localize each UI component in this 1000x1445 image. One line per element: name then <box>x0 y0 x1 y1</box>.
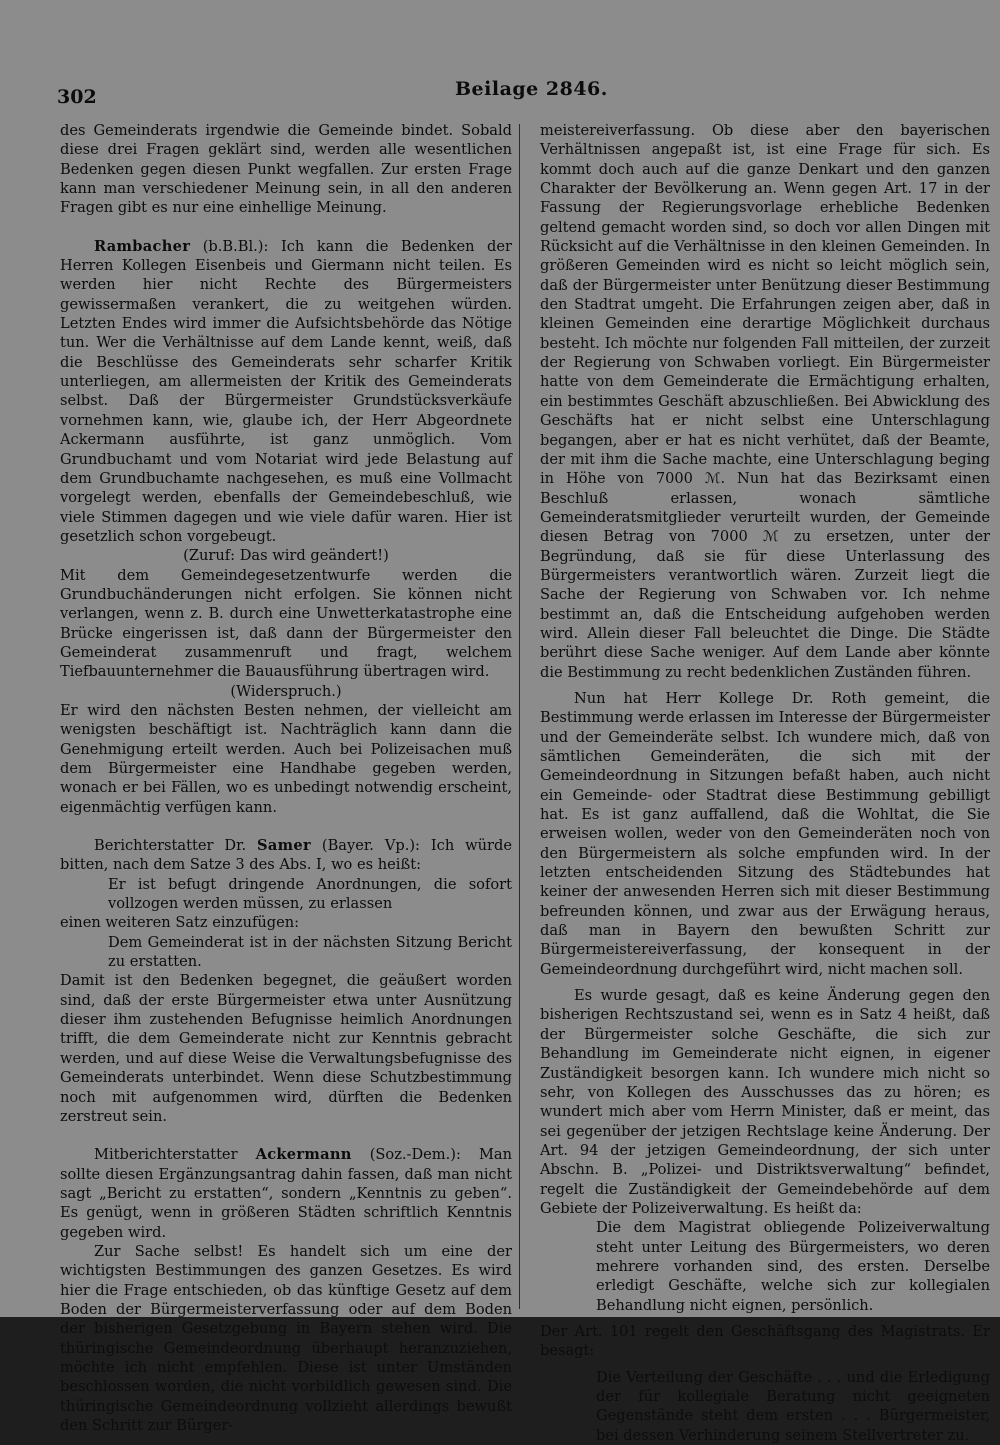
speaker-role: Berichterstatter Dr. <box>94 837 258 855</box>
page-number: 302 <box>57 86 97 108</box>
page-header-title: Beilage 2846. <box>455 78 608 100</box>
speech-text: Man sollte diesen Ergänzungsantrag dahin fassen, daß man nicht sagt „Bericht zu erstatten“, sondern „Kenntnis zu geben“. Es genügt, wenn in größeren Städten schriftlich Kenntnis gegeben wird. <box>60 1146 512 1241</box>
interjection-widerspruch: (Widerspruch.) <box>230 682 342 700</box>
speaker-name: Samer <box>257 837 311 855</box>
paragraph-art-101: Der Art. 101 regelt den Geschäftsgang des Magistrats. Er besagt: <box>540 1322 990 1360</box>
speech-rambacher <box>60 237 512 547</box>
speech-text: Ich würde bitten, nach dem Satze 3 des Abs. I, wo es heißt: <box>60 837 513 874</box>
paragraph-continuation: meistereiverfassung. Ob diese aber den bayerischen Verhältnissen angepaßt ist, ist eine Frage für sich. Es kommt doch auch auf die ganze Denkart und den ganzen Charakter der Bevölkerung an. Wenn gegen Art. 17 in der Fassung der Regierungsvorlage erhebliche Bedenken geltend gemacht worden sind, so doch vor allen Dingen mit Rücksicht auf die Verhältnisse in den kleinen Gemeinden. In größeren Gemeinden wird es nicht so leicht möglich sein, daß der Bürgermeister unter Benützung dieser Bestimmung den Stadtrat umgeht. Die Erfahrungen zeigen aber, daß in kleinen Gemeinden eine derartige Möglichkeit durchaus besteht. Ich möchte nur folgenden Fall mitteilen, der zurzeit der Regierung von Schwaben vorliegt. Ein Bürgermeister hatte von dem Gemeinderate die Ermächtigung erhalten, ein bestimmtes Geschäft abzuschließen. Bei Abwicklung des Geschäfts hat er nicht selbst eine Unterschlagung begangen, aber er hat es nicht verhütet, daß der Beamte, der mit ihm die Sache machte, eine Unterschlagung beging in Höhe von 7000 ℳ. Nun hat das Bezirksamt einen Beschluß erlassen, wonach sämtliche Gemeinderatsmitglieder verurteilt wurden, der Gemeinde diesen Betrag von 7000 ℳ zu ersetzen, unter der Begründung, daß sie für diese Unterlassung des Bürgermeisters verantwortlich wären. Zurzeit liegt die Sache der Regierung von Schwaben vor. Ich nehme bestimmt an, daß die Entscheidung aufgehoben werden wird. Allein dieser Fall beleuchtet die Dinge. Die Städte berührt diese Sache weniger. Auf dem Lande aber könnte die Bestimmung zu recht bedenklichen Zuständen führen. <box>540 122 990 681</box>
quoted-text: Dem Gemeinderat ist in der nächsten Sitzung Bericht zu erstatten. <box>108 933 512 971</box>
paragraph-continuation: des Gemeinderats irgendwie die Gemeinde bindet. Sobald diese drei Fragen geklärt sind, werden alle wesentlichen Bedenken gegen diesen Punkt wegfallen. Zur ersten Frage kann man verschiedener Meinung sein, in all den anderen Fragen gibt es nur eine einhellige Meinung. <box>60 122 512 217</box>
speaker-party: (Bayer. Vp.): <box>310 837 431 855</box>
paragraph-es-wurde-gesagt: Es wurde gesagt, daß es keine Änderung gegen den bisherigen Rechtszustand sei, wenn es in Satz 4 heißt, daß der Bürgermeister solche Geschäfte, die sich zur Behandlung im Gemeinderate nicht eignen, in eigener Zuständigkeit besorgen kann. Ich wundere mich nicht so sehr, von Kollegen des Ausschusses das zu hören; es wundert mich aber vom Herrn Minister, daß er meint, das sei gegenüber der jetzigen Rechtslage keine Änderung. Der Art. 94 der jetzigen Gemeindeordnung, der sich unter Abschn. B. „Polizei- und Distriktsverwaltung“ befindet, regelt die Zuständigkeit der Gemeindebehörde auf dem Gebiete der Polizeiverwaltung. Es heißt da: <box>540 987 990 1217</box>
speaker-party: (b.B.Bl.): <box>190 237 281 255</box>
paragraph-zur-sache: Zur Sache selbst! Es handelt sich um eine der wichtigsten Bestimmungen des ganzen Gesetzes. Es wird hier die Frage entschieden, ob das künftige Gesetz auf dem Boden der Bürgermeisterverfassung oder auf dem Boden der bisherigen Gesetzgebung in Bayern stehen wird. Die thüringische Gemeindeordnung überhaupt heranzuziehen, möchte ich nicht empfehlen. Diese ist unter Umständen beschlossen worden, die nicht vorbildlich gewesen sind. Die thüringische Gemeindeordnung vollzieht allerdings bewußt den Schritt zur Bürger- <box>60 1242 512 1434</box>
quoted-text: Die dem Magistrat obliegende Polizeiverwaltung steht unter Leitung des Bürgermeisters, wo deren mehrere vorhanden sind, des ersten. Derselbe erledigt Geschäfte, welche sich zur kollegialen Behandlung nicht eignen, persönlich. <box>596 1219 990 1314</box>
speech-ackermann <box>60 1145 512 1242</box>
column-divider <box>519 124 520 1309</box>
speaker-party: (Soz.-Dem.): <box>351 1146 479 1164</box>
paragraph-damit: Damit ist den Bedenken begegnet, die geäußert worden sind, daß der erste Bürgermeister etwa unter Ausnützung dieser ihm zustehenden Befugnisse heimlich Anordnungen trifft, die dem Gemeinderate nicht zur Kenntnis gebracht werden, und auf diese Weise die Verwaltungsbefugnisse des Gemeinderats unterbindet. Wenn diese Schutzbestimmung noch mit aufgenommen wird, dürften die Bedenken zerstreut sein. <box>60 972 512 1125</box>
quoted-text: Er ist befugt dringende Anordnungen, die sofort vollzogen werden müssen, zu erlassen <box>108 875 512 913</box>
speaker-name: Rambacher <box>94 237 191 255</box>
speaker-role: Mitberichterstatter <box>94 1146 256 1164</box>
paragraph-einzufuegen: einen weiteren Satz einzufügen: <box>60 914 300 932</box>
paragraph-grundbuch: Mit dem Gemeindegesetzentwurfe werden die Grundbuchänderungen nicht erfolgen. Sie können nicht verlangen, wenn z. B. durch eine Unwetterkatastrophe eine Brücke eingerissen ist, daß dann der Bürgermeister den Gemeinderat zusammenruft und fragt, welchem Tiefbauunternehmer die Bauausführung übertragen wird. <box>60 566 512 681</box>
speaker-name: Ackermann <box>255 1146 352 1164</box>
right-column <box>540 121 990 1445</box>
interjection-zuruf: (Zuruf: Das wird geändert!) <box>183 547 389 565</box>
quoted-text: Die Verteilung der Geschäfte . . . und die Erledigung der für kollegiale Beratung nicht geeigneten Gegenstände steht dem ersten . . . Bürgermeister, bei dessen Verhinderung seinem Stellvertreter zu. <box>596 1368 990 1444</box>
speech-samer <box>60 836 512 875</box>
paragraph-roth: Nun hat Herr Kollege Dr. Roth gemeint, die Bestimmung werde erlassen im Interesse der Bürgermeister und der Gemeinderäte selbst. Ich wundere mich, daß von sämtlichen Gemeinderäten, die sich mit der Gemeindeordnung in Sitzungen befaßt haben, auch nicht ein Gemeinde- oder Stadtrat diese Bestimmung gebilligt hat. Es ist ganz auffallend, daß die Wohltat, die Sie erweisen wollen, weder von den Gemeinderäten noch von den Bürgermeistern als solche empfunden wird. In der letzten entscheidenden Sitzung des Städtebundes hat keiner der anwesenden Herren sich mit dieser Bestimmung befreunden können, und zwar aus der Erwägung heraus, daß man in Bayern den bewußten Schritt zur Bürgermeistereiverfassung, der konsequent in der Gemeindeordnung durchgeführt wird, nicht machen soll. <box>540 689 990 978</box>
paragraph-naechsten-besten: Er wird den nächsten Besten nehmen, der vielleicht am wenigsten beschäftigt ist. Nachträglich kann dann die Genehmigung erteilt werden. Auch bei Polizeisachen muß dem Bürgermeister eine Handhabe gegeben werden, wonach er bei Fällen, wo es unbedingt notwendig erscheint, eigenmächtig verfügen kann. <box>60 701 512 816</box>
left-column <box>60 121 512 1435</box>
speech-text: Ich kann die Bedenken der Herren Kollegen Eisenbeis und Giermann nicht teilen. Es werden hier nicht Rechte des Bürgermeisters gewissermaßen verankert, die zu weitgehen würden. Letzten Endes wird immer die Aufsichtsbehörde das Nötige tun. Wer die Verhältnisse auf dem Lande kennt, weiß, daß die Beschlüsse des Gemeinderats sehr scharfer Kritik unterliegen, am allermeisten der Kritik des Gemeinderats selbst. Daß der Bürgermeister Grundstücksverkäufe vornehmen kann, wie, glaube ich, der Herr Abgeordnete Ackermann ausführte, ist ganz unmöglich. Vom Grundbuchamt und vom Notariat wird jede Belastung auf dem Grundbuchamte nachgesehen, es muß eine Vollmacht vorgelegt werden, ebenfalls der Gemeindebeschluß, wie viele Stimmen dagegen und wie viele dafür waren. Hier ist gesetzlich schon vorgebeugt. <box>60 237 512 545</box>
